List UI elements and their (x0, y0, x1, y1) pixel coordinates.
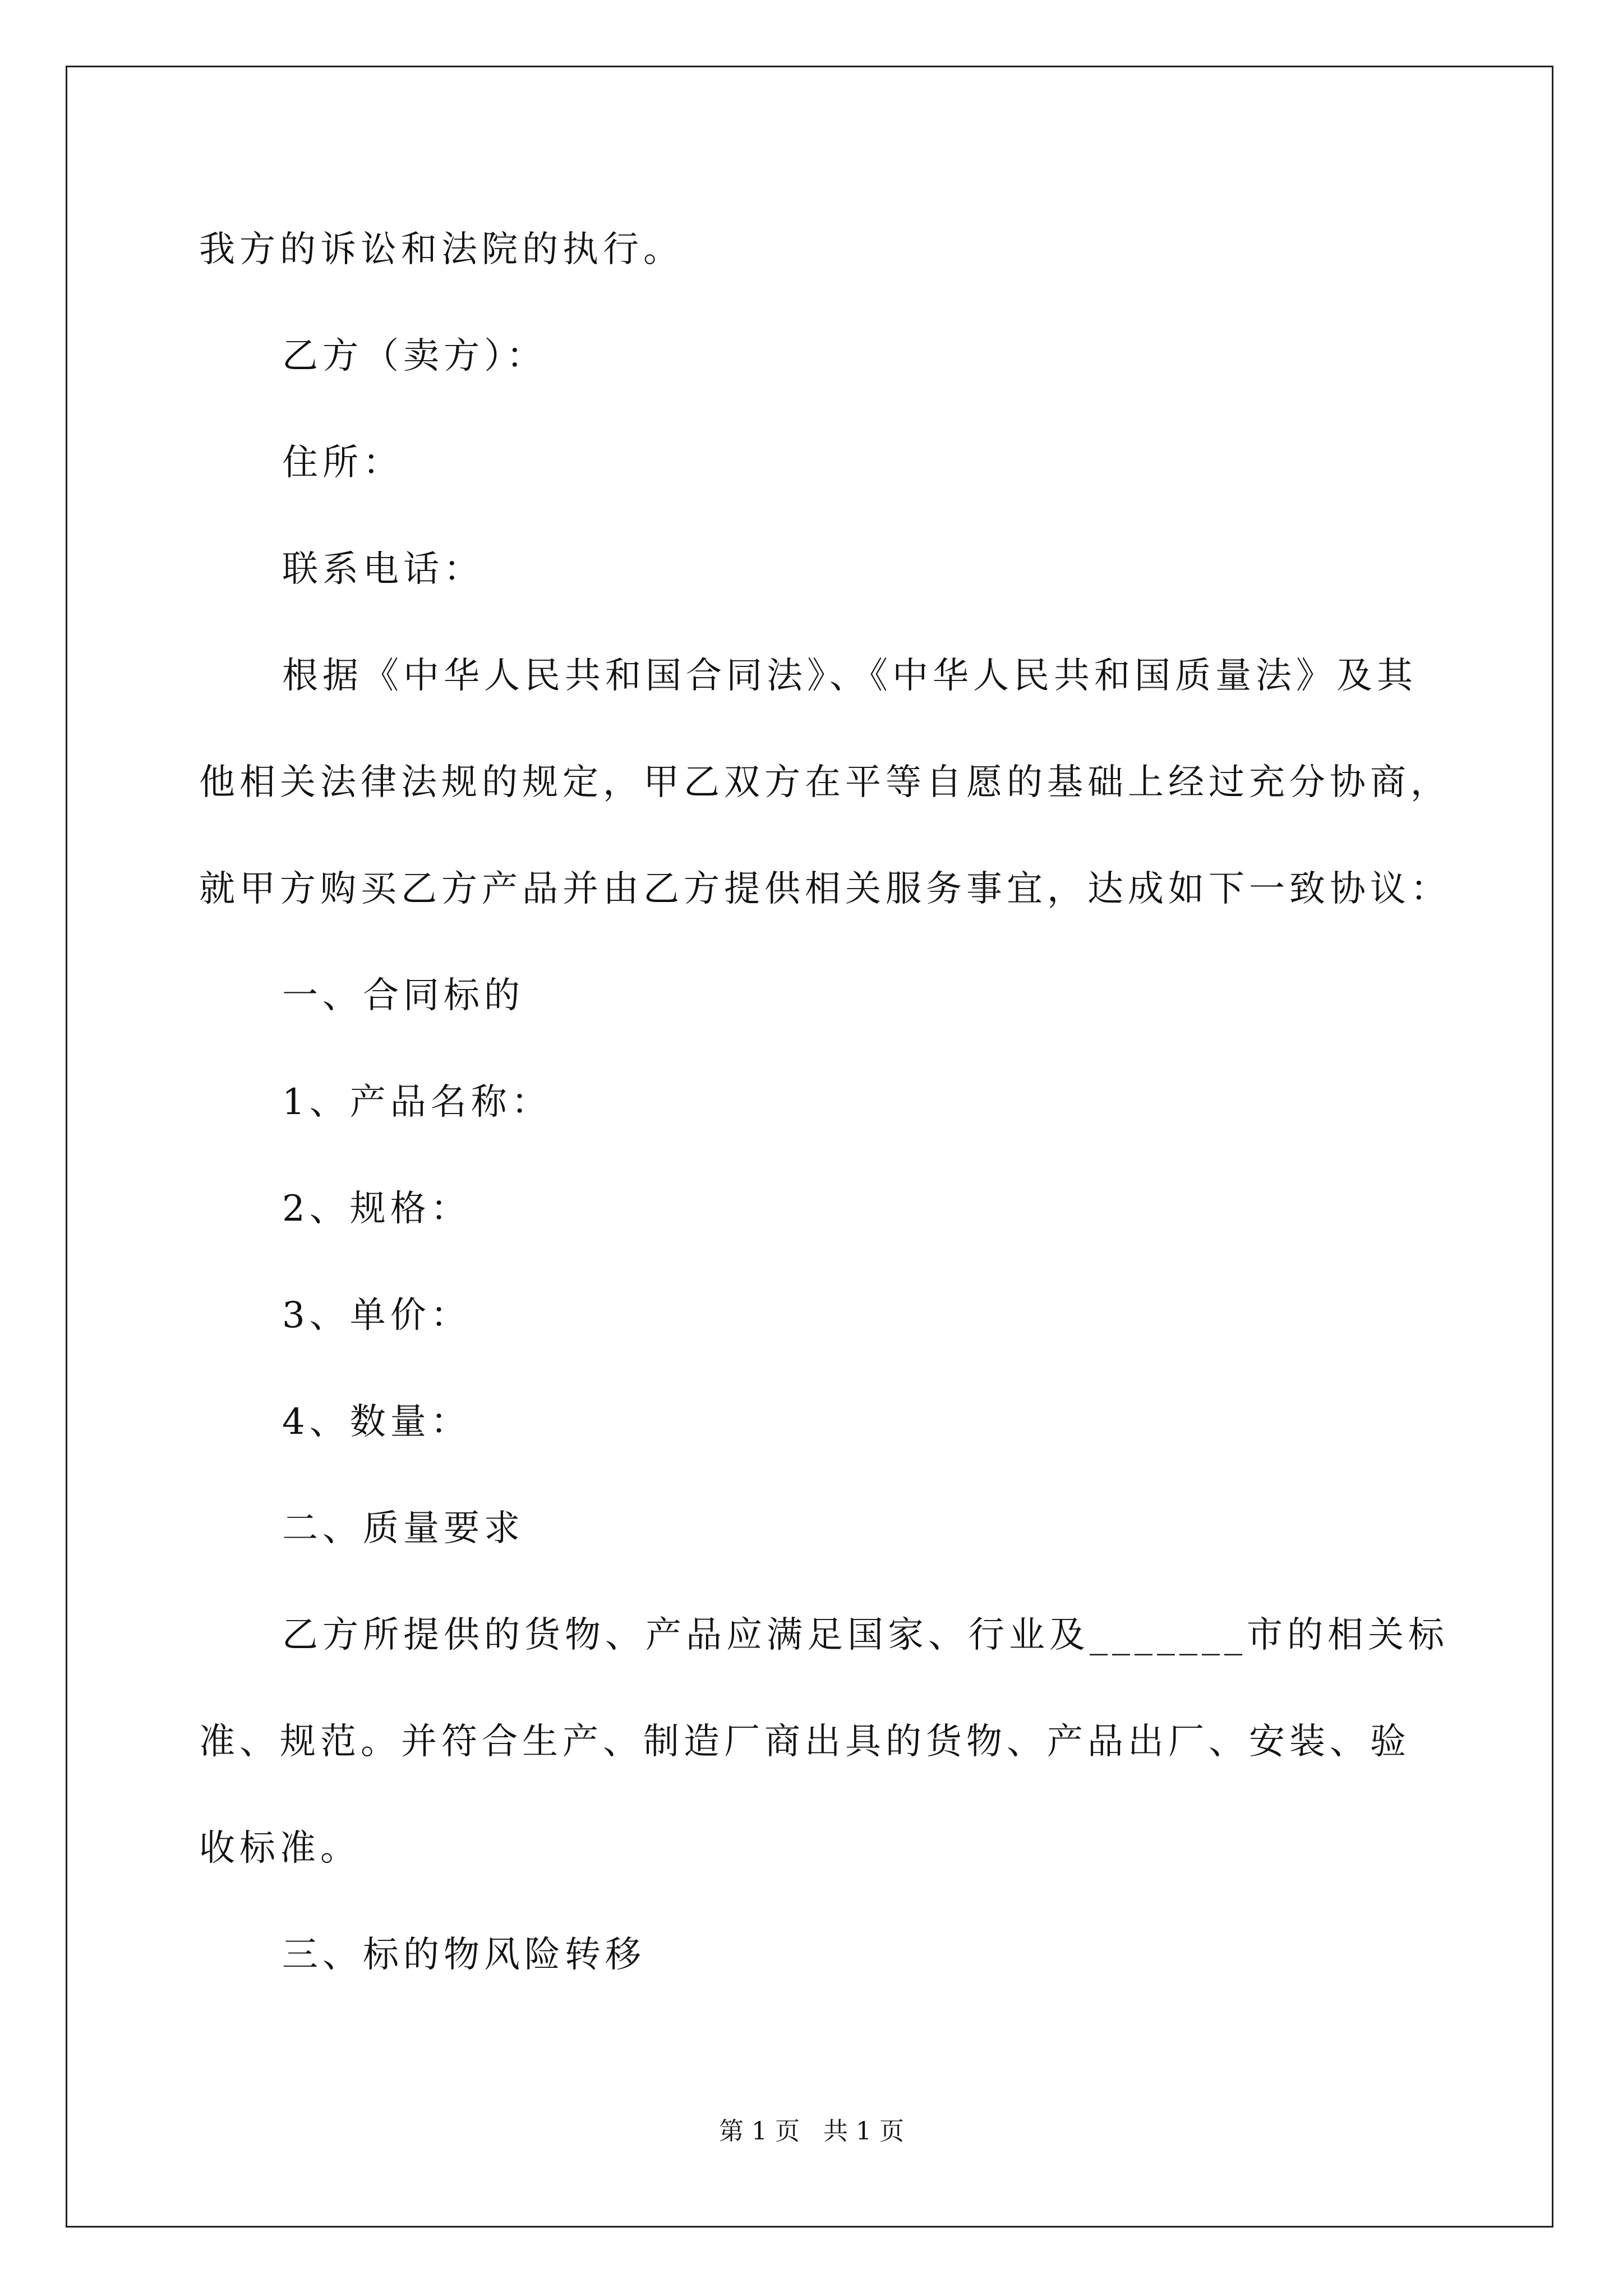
text-line: 住所： (282, 442, 403, 484)
section-heading: 一、合同标的 (282, 975, 524, 1016)
text-line: 联系电话： (282, 549, 484, 590)
text-line: 1、产品名称： (282, 1082, 552, 1123)
text-line: 准、规范。并符合生产、制造厂商出具的货物、产品出厂、安装、验 (199, 1721, 1410, 1763)
text-line: 2、规格： (282, 1188, 471, 1230)
text-line: 我方的诉讼和法院的执行。 (199, 229, 684, 270)
section-heading: 三、标的物风险转移 (282, 1934, 645, 1976)
text-line: 乙方（卖方）： (282, 335, 547, 377)
text-line: 乙方所提供的货物、产品应满足国家、行业及_______市的相关标 (282, 1614, 1449, 1656)
page-border (66, 66, 1553, 2228)
text-line: 根据《中华人民共和国合同法》、《中华人民共和国质量法》及其 (282, 655, 1417, 697)
text-line: 3、单价： (282, 1295, 471, 1336)
text-line: 就甲方购买乙方产品并由乙方提供相关服务事宜，达成如下一致协议： (199, 868, 1451, 910)
page-number-footer: 第 1 页 共 1 页 (719, 2117, 904, 2146)
text-line: 收标准。 (199, 1828, 361, 1869)
section-heading: 二、质量要求 (282, 1508, 524, 1549)
text-line: 他相关法律法规的规定，甲乙双方在平等自愿的基础上经过充分协商， (199, 762, 1451, 803)
text-line: 4、数量： (282, 1401, 471, 1443)
